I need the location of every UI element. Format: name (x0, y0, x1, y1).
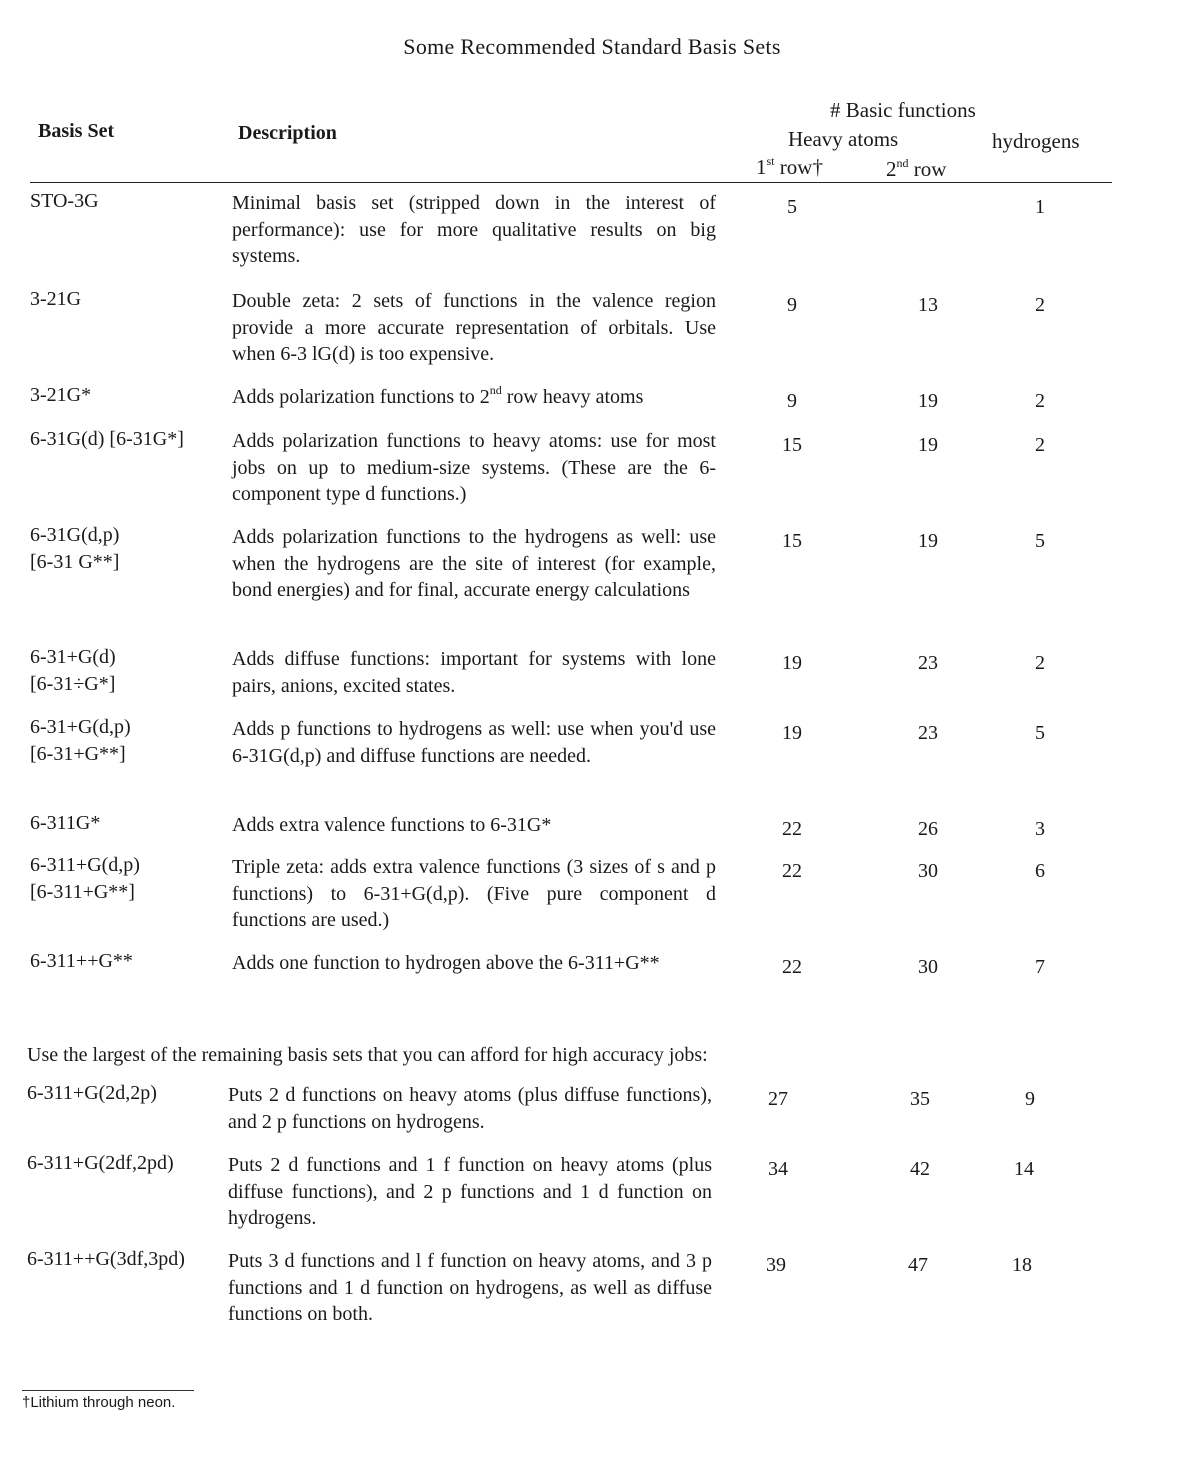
basis-set-line: 6-31+G(d) (30, 646, 116, 668)
header-description: Description (238, 122, 337, 144)
description-cell: Puts 2 d functions and 1 f function on heavy atoms (plus diffuse functions), and 2 p functions and 1 d function on hydrogens. (228, 1154, 712, 1229)
footnote (22, 1394, 175, 1411)
second-row-count: 23 (918, 722, 938, 744)
first-row-count: 19 (782, 722, 802, 744)
basis-set-cell (30, 714, 131, 768)
first-row-count: 5 (787, 196, 797, 218)
basis-set-line: [6-311+G**] (30, 881, 135, 903)
hydrogen-count: 2 (1035, 652, 1045, 674)
header-basis-set: Basis Set (38, 120, 115, 142)
basis-set-cell (30, 522, 119, 576)
description-text: Adds polarization functions to 2 (232, 386, 490, 408)
first-row-count: 22 (782, 860, 802, 882)
description-superscript: nd (489, 383, 502, 397)
description-cell: Adds polarization functions to the hydrogens as well: use when the hydrogens are the site of interest (for example, bond energies) and for final, accurate energy calculations (232, 526, 716, 601)
footnote-dagger: † (22, 1394, 31, 1411)
page-title: Some Recommended Standard Basis Sets (403, 34, 781, 59)
dagger-mark: † (812, 155, 823, 179)
basis-set-cell: 3-21G (30, 288, 82, 310)
basis-set-line: [6-31÷G*] (30, 673, 116, 695)
hydrogen-count: 2 (1035, 434, 1045, 456)
description-cell: Adds diffuse functions: important for systems with lone pairs, anions, excited states. (232, 648, 716, 697)
first-row-number: 1 (756, 155, 767, 179)
second-row-count: 47 (908, 1254, 928, 1276)
second-row-superscript: nd (896, 156, 909, 170)
second-row-count: 13 (918, 294, 938, 316)
second-row-count: 19 (918, 434, 938, 456)
description-cell: Puts 2 d functions on heavy atoms (plus diffuse functions), and 2 p functions on hydrogens. (228, 1084, 712, 1133)
second-row-count: 30 (918, 860, 938, 882)
first-row-superscript: st (766, 154, 775, 168)
description-cell: Minimal basis set (stripped down in the interest of performance): use for more qualitative results on big systems. (232, 192, 716, 267)
second-row-count: 42 (910, 1158, 930, 1180)
basis-set-cell: STO-3G (30, 190, 99, 212)
first-row-count: 19 (782, 652, 802, 674)
description-cell: Adds extra valence functions to 6-31G* (232, 814, 552, 836)
hydrogen-count: 5 (1035, 530, 1045, 552)
basis-set-cell (30, 644, 116, 698)
description-cell: Adds p functions to hydrogens as well: use when you'd use 6-31G(d,p) and diffuse functions are needed. (232, 718, 716, 767)
second-row-count: 26 (918, 818, 938, 840)
first-row-count: 22 (782, 956, 802, 978)
header-second-row (886, 157, 946, 182)
hydrogen-count: 7 (1035, 956, 1045, 978)
basis-set-line: 6-311+G(d,p) (30, 854, 140, 876)
footnote-divider (22, 1390, 194, 1391)
description-cell: Double zeta: 2 sets of functions in the valence region provide a more accurate representation of orbitals. Use when 6-3 lG(d) is too expensive. (232, 290, 716, 365)
basis-set-line: 6-31+G(d,p) (30, 716, 131, 738)
first-row-count: 9 (787, 294, 797, 316)
hydrogen-count: 3 (1035, 818, 1045, 840)
basis-set-cell: 6-311++G** (30, 950, 133, 972)
basis-set-cell (30, 852, 140, 906)
basis-set-cell: 6-311+G(2df,2pd) (27, 1152, 174, 1174)
section-note: Use the largest of the remaining basis sets that you can afford for high accuracy jobs: (27, 1044, 708, 1066)
hydrogen-count: 9 (1025, 1088, 1035, 1110)
hydrogen-count: 2 (1035, 294, 1045, 316)
second-row-label: row (913, 157, 947, 181)
hydrogen-count: 18 (1012, 1254, 1032, 1276)
hydrogen-count: 5 (1035, 722, 1045, 744)
hydrogen-count: 2 (1035, 390, 1045, 412)
first-row-count: 39 (766, 1254, 786, 1276)
header-heavy-atoms: Heavy atoms (788, 127, 899, 151)
second-row-number: 2 (886, 157, 897, 181)
second-row-count: 23 (918, 652, 938, 674)
header-divider (30, 182, 1112, 183)
first-row-count: 9 (787, 390, 797, 412)
basis-set-line: 6-31G(d,p) (30, 524, 120, 546)
header-first-row (756, 155, 823, 180)
basis-set-line: [6-31 G**] (30, 551, 120, 573)
second-row-count: 30 (918, 956, 938, 978)
basis-set-cell: 6-31G(d) [6-31G*] (30, 428, 184, 450)
description-cell: Puts 3 d functions and l f function on heavy atoms, and 3 p functions and 1 d function on hydrogens, as well as diffuse functions on both. (228, 1250, 712, 1325)
description-text-tail: row heavy atoms (501, 386, 644, 408)
footnote-text: Lithium through neon. (30, 1394, 176, 1411)
basis-set-cell: 6-311+G(2d,2p) (27, 1082, 157, 1104)
second-row-count: 19 (918, 530, 938, 552)
basis-set-cell: 3-21G* (30, 384, 92, 406)
first-row-count: 15 (782, 434, 802, 456)
hydrogen-count: 14 (1014, 1158, 1034, 1180)
description-cell: Adds one function to hydrogen above the 6-311+G** (232, 952, 660, 974)
second-row-count: 19 (918, 390, 938, 412)
hydrogen-count: 6 (1035, 860, 1045, 882)
first-row-label: row (779, 155, 813, 179)
basis-set-line: [6-31+G**] (30, 743, 126, 765)
description-cell (232, 384, 716, 411)
first-row-count: 34 (768, 1158, 788, 1180)
first-row-count: 27 (768, 1088, 788, 1110)
description-cell: Adds polarization functions to heavy atoms: use for most jobs on up to medium-size systems. (These are the 6-component type d functions.) (232, 430, 716, 505)
first-row-count: 22 (782, 818, 802, 840)
basis-set-cell: 6-311G* (30, 812, 101, 834)
header-hydrogens: hydrogens (992, 129, 1080, 153)
second-row-count: 35 (910, 1088, 930, 1110)
header-basic-functions: # Basic functions (830, 98, 976, 122)
hydrogen-count: 1 (1035, 196, 1045, 218)
basis-set-cell: 6-311++G(3df,3pd) (27, 1248, 185, 1270)
first-row-count: 15 (782, 530, 802, 552)
description-cell: Triple zeta: adds extra valence functions (3 sizes of s and p functions) to 6-31+G(d,p). (Five pure component d functions are used.) (232, 856, 716, 931)
